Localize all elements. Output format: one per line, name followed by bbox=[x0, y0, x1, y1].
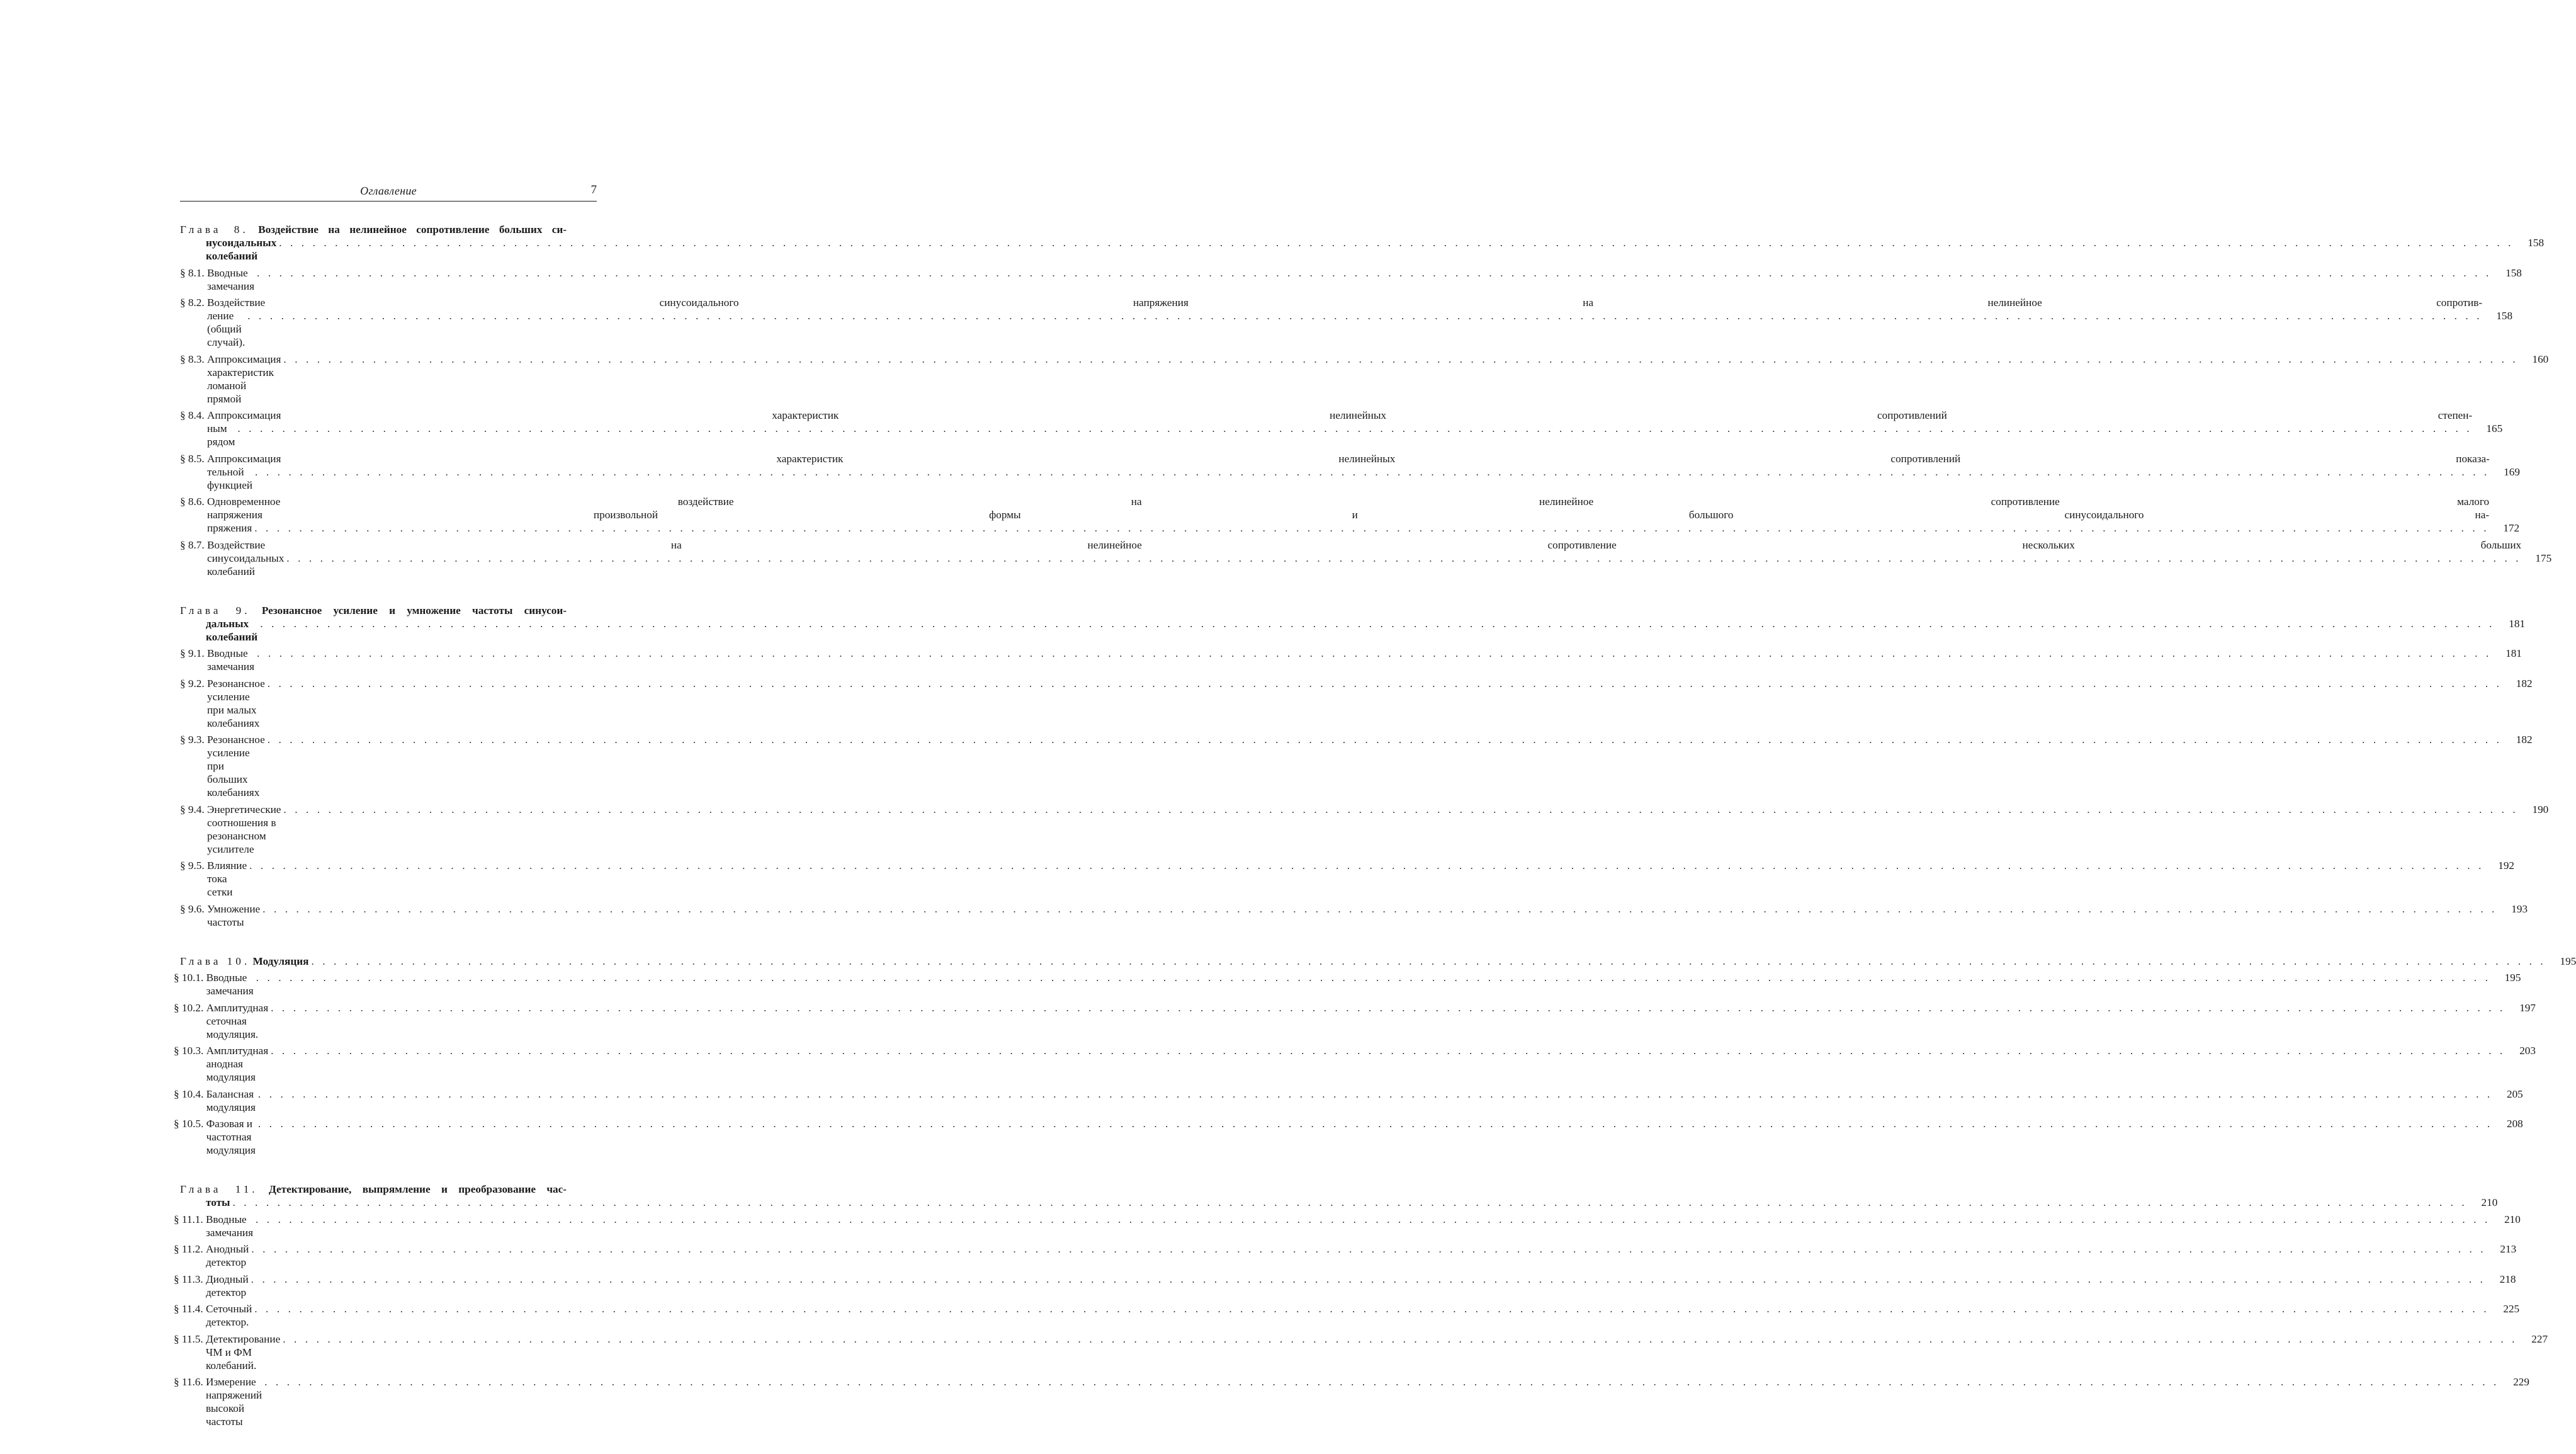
section-page: 213 bbox=[2500, 1243, 2517, 1255]
section-body bbox=[207, 803, 2548, 856]
section-number: § 9.1. bbox=[180, 647, 205, 659]
section-page: 192 bbox=[2498, 860, 2514, 872]
section-title: Умножение частоты bbox=[206, 902, 261, 928]
section-number: § 11.3. bbox=[174, 1273, 203, 1285]
section-body bbox=[207, 677, 2533, 730]
chapter-block bbox=[174, 955, 2576, 1157]
chapter-page: 195 bbox=[2560, 955, 2576, 967]
dot-leader: . . . . . . . . . . . . . . . . . . . . . . . . . . . . . . . . . . . . . . . . . . . . . . . . . . . . . . . . . . . . . . . . . . . . . . . . . . . . . . . . . . . . . . . . . . . . . . . . . . . . . . . . . . . . . . . . . . . . . . . . . . . . . . . . . . . . . . . . . . . . . . . . . . . . . . . . . . . . . . . . . . . . . . . . . . . . . . . . . . . . . . . . . . . . . . . . . . . . . . . . bbox=[251, 1243, 2487, 1255]
section-page: 208 bbox=[2506, 1118, 2523, 1130]
toc-entry[interactable] bbox=[174, 1001, 2536, 1041]
dot-leader: . . . . . . . . . . . . . . . . . . . . . . . . . . . . . . . . . . . . . . . . . . . . . . . . . . . . . . . . . . . . . . . . . . . . . . . . . . . . . . . . . . . . . . . . . . . . . . . . . . . . . . . . . . . . . . . . . . . . . . . . . . . . . . . . . . . . . . . . . . . . . . . . . . . . . . . . . . . . . . . . . . . . . . . . . . . . . . . . . . . . . . . . . . . . . . . . . . . . . . . . bbox=[283, 803, 2519, 815]
chapter-title-cont[interactable] bbox=[180, 236, 2545, 263]
section-title: Измерение напряжений высокой частоты bbox=[205, 1376, 263, 1428]
chapter-page: 158 bbox=[2528, 237, 2545, 249]
section-page: 182 bbox=[2516, 677, 2533, 690]
section-body bbox=[206, 1332, 2548, 1372]
chapter-page: 181 bbox=[2509, 617, 2526, 630]
chapter-label: Глава 10. bbox=[180, 955, 251, 967]
chapter-heading[interactable] bbox=[180, 604, 597, 617]
section-page: 193 bbox=[2511, 902, 2528, 915]
section-title-last bbox=[206, 1332, 2548, 1372]
section-number: § 11.1. bbox=[174, 1213, 203, 1225]
dot-leader: . . . . . . . . . . . . . . . . . . . . . . . . . . . . . . . . . . . . . . . . . . . . . . . . . . . . . . . . . . . . . . . . . . . . . . . . . . . . . . . . . . . . . . . . . . . . . . . . . . . . . . . . . . . . . . . . . . . . . . . . . . . . . . . . . . . . . . . . . . . . . . . . . . . . . . . . . . . . . . . . . . . . . . . . . . . . . . . . . . . . . . . . . . . . . . . . . . . . . . . . bbox=[255, 465, 2490, 478]
chapter-block bbox=[180, 223, 2552, 578]
dot-leader: . . . . . . . . . . . . . . . . . . . . . . . . . . . . . . . . . . . . . . . . . . . . . . . . . . . . . . . . . . . . . . . . . . . . . . . . . . . . . . . . . . . . . . . . . . . . . . . . . . . . . . . . . . . . . . . . . . . . . . . . . . . . . . . . . . . . . . . . . . . . . . . . . . . . . . . . . . . . . . . . . . . . . . . . . . . . . . . . . . . . . . . . . . . . . . . . . . . . . . . . bbox=[257, 1118, 2493, 1130]
table-of-contents bbox=[174, 223, 2576, 1454]
section-body bbox=[206, 1273, 2516, 1299]
chapter-title: Резонансное усиление и умножение частоты синусои- bbox=[261, 604, 567, 616]
chapter-page: 210 bbox=[2481, 1196, 2498, 1208]
section-number: § 8.5. bbox=[180, 452, 205, 465]
dot-leader: . . . . . . . . . . . . . . . . . . . . . . . . . . . . . . . . . . . . . . . . . . . . . . . . . . . . . . . . . . . . . . . . . . . . . . . . . . . . . . . . . . . . . . . . . . . . . . . . . . . . . . . . . . . . . . . . . . . . . . . . . . . . . . . . . . . . . . . . . . . . . . . . . . . . . . . . . . . . . . . . . . . . . . . . . . . . . . . . . . . . . . . . . . . . . . . . . . . . . . . . bbox=[311, 955, 2546, 967]
section-title: Детектирование ЧМ и ФМ колебаний. bbox=[205, 1332, 281, 1372]
section-body bbox=[207, 409, 2502, 448]
section-number: § 9.3. bbox=[180, 734, 205, 746]
toc-entry[interactable] bbox=[180, 677, 2533, 730]
section-page: 227 bbox=[2531, 1332, 2548, 1345]
chapter-heading[interactable] bbox=[180, 1183, 597, 1196]
section-title-last bbox=[207, 266, 2522, 293]
section-title: Энергетические соотношения в резонансном усилителе bbox=[206, 803, 281, 855]
section-body bbox=[206, 1088, 2523, 1114]
section-page: 181 bbox=[2505, 647, 2522, 659]
section-page: 175 bbox=[2535, 552, 2552, 564]
dot-leader: . . . . . . . . . . . . . . . . . . . . . . . . . . . . . . . . . . . . . . . . . . . . . . . . . . . . . . . . . . . . . . . . . . . . . . . . . . . . . . . . . . . . . . . . . . . . . . . . . . . . . . . . . . . . . . . . . . . . . . . . . . . . . . . . . . . . . . . . . . . . . . . . . . . . . . . . . . . . . . . . . . . . . . . . . . . . . . . . . . . . . . . . . . . . . . . . . . . . . . . . bbox=[251, 1273, 2486, 1285]
section-title-line: Аппроксимация характеристик нелинейных сопротивлений степен- bbox=[206, 409, 2473, 421]
section-number: § 9.5. bbox=[180, 860, 205, 872]
chapter-title-cont[interactable] bbox=[180, 617, 2526, 644]
toc-entry[interactable] bbox=[180, 733, 2533, 799]
section-page: 197 bbox=[2519, 1001, 2536, 1014]
toc-entry[interactable] bbox=[180, 647, 2522, 673]
chapter-title: Модуляция bbox=[252, 955, 309, 967]
section-number: § 8.2. bbox=[180, 297, 205, 309]
section-body bbox=[207, 296, 2512, 349]
section-title-last bbox=[206, 1375, 2529, 1428]
section-page: 205 bbox=[2506, 1088, 2523, 1100]
section-title-last bbox=[206, 1273, 2516, 1299]
section-title-last bbox=[207, 309, 2512, 349]
section-number: § 11.6. bbox=[174, 1376, 203, 1388]
chapter-title-line2: тоты bbox=[206, 1196, 230, 1208]
section-title: Вводные замечания bbox=[206, 647, 255, 673]
toc-entry[interactable] bbox=[174, 1242, 2517, 1269]
section-title-line: Аппроксимация характеристик нелинейных сопротивлений показа- bbox=[206, 452, 2490, 465]
dot-leader: . . . . . . . . . . . . . . . . . . . . . . . . . . . . . . . . . . . . . . . . . . . . . . . . . . . . . . . . . . . . . . . . . . . . . . . . . . . . . . . . . . . . . . . . . . . . . . . . . . . . . . . . . . . . . . . . . . . . . . . . . . . . . . . . . . . . . . . . . . . . . . . . . . . . . . . . . . . . . . . . . . . . . . . . . . . . . . . . . . . . . . . . . . . . . . . . . . . . . . . . bbox=[257, 647, 2492, 659]
section-title: Резонансное усиление при малых колебаниях bbox=[206, 677, 265, 729]
toc-entry[interactable] bbox=[180, 902, 2528, 929]
dot-leader: . . . . . . . . . . . . . . . . . . . . . . . . . . . . . . . . . . . . . . . . . . . . . . . . . . . . . . . . . . . . . . . . . . . . . . . . . . . . . . . . . . . . . . . . . . . . . . . . . . . . . . . . . . . . . . . . . . . . . . . . . . . . . . . . . . . . . . . . . . . . . . . . . . . . . . . . . . . . . . . . . . . . . . . . . . . . . . . . . . . . . . . . . . . . . . . . . . . . . . . . bbox=[283, 353, 2519, 365]
section-title-line: Воздействие синусоидального напряжения на нелинейное сопротив- bbox=[206, 297, 2483, 309]
section-body bbox=[206, 1242, 2516, 1269]
section-title: Вводные замечания bbox=[206, 972, 254, 997]
section-title: тельной функцией bbox=[206, 465, 253, 491]
section-title: синусоидальных колебаний bbox=[206, 552, 285, 577]
section-number: § 10.1. bbox=[174, 972, 204, 984]
toc-entry[interactable] bbox=[180, 859, 2514, 899]
section-title-last bbox=[207, 353, 2548, 406]
section-title: Анодный детектор bbox=[205, 1243, 249, 1268]
chapter-title-line2: нусоидальных колебаний bbox=[206, 237, 277, 262]
section-page: 165 bbox=[2486, 423, 2503, 434]
toc-entry[interactable] bbox=[180, 296, 2513, 349]
section-title: Фазовая и частотная модуляция bbox=[206, 1118, 256, 1156]
section-body bbox=[206, 1117, 2523, 1157]
section-title: Балансная модуляция bbox=[206, 1088, 256, 1113]
section-title: Аппроксимация характеристик ломаной прямой bbox=[206, 353, 281, 405]
dot-leader: . . . . . . . . . . . . . . . . . . . . . . . . . . . . . . . . . . . . . . . . . . . . . . . . . . . . . . . . . . . . . . . . . . . . . . . . . . . . . . . . . . . . . . . . . . . . . . . . . . . . . . . . . . . . . . . . . . . . . . . . . . . . . . . . . . . . . . . . . . . . . . . . . . . . . . . . . . . . . . . . . . . . . . . . . . . . . . . . . . . . . . . . . . . . . . . . . . . . . . . . bbox=[247, 310, 2483, 322]
chapter-heading[interactable] bbox=[180, 223, 597, 236]
section-number: § 11.4. bbox=[174, 1303, 203, 1315]
section-number: § 8.4. bbox=[180, 409, 205, 421]
section-number: § 10.3. bbox=[174, 1045, 204, 1057]
chapter-title: Детектирование, выпрямление и преобразование час- bbox=[269, 1183, 567, 1195]
section-title: ление (общий случай). bbox=[206, 310, 246, 348]
chapter-title-line2: дальных колебаний bbox=[206, 617, 258, 643]
section-title-last bbox=[206, 1088, 2523, 1114]
toc-entry[interactable] bbox=[180, 803, 2549, 856]
section-title-last bbox=[207, 552, 2551, 578]
section-title-last bbox=[207, 803, 2548, 856]
section-title-last bbox=[207, 859, 2514, 899]
chapter-block bbox=[180, 604, 2549, 929]
section-title: Амплитудная сеточная модуляция. bbox=[206, 1001, 269, 1040]
toc-entry[interactable] bbox=[174, 1273, 2516, 1299]
section-number: § 9.2. bbox=[180, 677, 205, 690]
section-body bbox=[206, 1375, 2529, 1428]
toc-entry[interactable] bbox=[174, 1375, 2529, 1428]
toc-entry[interactable] bbox=[180, 452, 2520, 492]
toc-entry[interactable] bbox=[174, 1302, 2520, 1329]
section-title-last bbox=[207, 465, 2520, 492]
dot-leader: . . . . . . . . . . . . . . . . . . . . . . . . . . . . . . . . . . . . . . . . . . . . . . . . . . . . . . . . . . . . . . . . . . . . . . . . . . . . . . . . . . . . . . . . . . . . . . . . . . . . . . . . . . . . . . . . . . . . . . . . . . . . . . . . . . . . . . . . . . . . . . . . . . . . . . . . . . . . . . . . . . . . . . . . . . . . . . . . . . . . . . . . . . . . . . . . . . . . . . . . bbox=[249, 860, 2484, 872]
running-title: Оглавление bbox=[360, 185, 417, 197]
section-title: Сеточный детектор. bbox=[205, 1303, 252, 1328]
section-title-last bbox=[207, 647, 2522, 673]
section-title-last bbox=[207, 733, 2533, 799]
section-title: Вводные замечания bbox=[206, 266, 255, 292]
dot-leader: . . . . . . . . . . . . . . . . . . . . . . . . . . . . . . . . . . . . . . . . . . . . . . . . . . . . . . . . . . . . . . . . . . . . . . . . . . . . . . . . . . . . . . . . . . . . . . . . . . . . . . . . . . . . . . . . . . . . . . . . . . . . . . . . . . . . . . . . . . . . . . . . . . . . . . . . . . . . . . . . . . . . . . . . . . . . . . . . . . . . . . . . . . . . . . . . . . . . . . . . bbox=[267, 677, 2502, 690]
section-title: Резонансное усиление при больших колебаниях bbox=[206, 734, 265, 798]
dot-leader: . . . . . . . . . . . . . . . . . . . . . . . . . . . . . . . . . . . . . . . . . . . . . . . . . . . . . . . . . . . . . . . . . . . . . . . . . . . . . . . . . . . . . . . . . . . . . . . . . . . . . . . . . . . . . . . . . . . . . . . . . . . . . . . . . . . . . . . . . . . . . . . . . . . . . . . . . . . . . . . . . . . . . . . . . . . . . . . . . . . . . . . . . . . . . . . . . . . . . . . . bbox=[283, 1332, 2518, 1345]
dot-leader: . . . . . . . . . . . . . . . . . . . . . . . . . . . . . . . . . . . . . . . . . . . . . . . . . . . . . . . . . . . . . . . . . . . . . . . . . . . . . . . . . . . . . . . . . . . . . . . . . . . . . . . . . . . . . . . . . . . . . . . . . . . . . . . . . . . . . . . . . . . . . . . . . . . . . . . . . . . . . . . . . . . . . . . . . . . . . . . . . . . . . . . . . . . . . . . . . . . . . . . . bbox=[254, 1303, 2490, 1315]
dot-leader: . . . . . . . . . . . . . . . . . . . . . . . . . . . . . . . . . . . . . . . . . . . . . . . . . . . . . . . . . . . . . . . . . . . . . . . . . . . . . . . . . . . . . . . . . . . . . . . . . . . . . . . . . . . . . . . . . . . . . . . . . . . . . . . . . . . . . . . . . . . . . . . . . . . . . . . . . . . . . . . . . . . . . . . . . . . . . . . . . . . . . . . . . . . . . . . . . . . . . . . . bbox=[271, 1001, 2505, 1014]
dot-leader: . . . . . . . . . . . . . . . . . . . . . . . . . . . . . . . . . . . . . . . . . . . . . . . . . . . . . . . . . . . . . . . . . . . . . . . . . . . . . . . . . . . . . . . . . . . . . . . . . . . . . . . . . . . . . . . . . . . . . . . . . . . . . . . . . . . . . . . . . . . . . . . . . . . . . . . . . . . . . . . . . . . . . . . . . . . . . . . . . . . . . . . . . . . . . . . . . . . . . . . . bbox=[286, 552, 2522, 564]
section-body bbox=[207, 452, 2520, 492]
section-number: § 8.6. bbox=[180, 496, 205, 508]
dot-leader: . . . . . . . . . . . . . . . . . . . . . . . . . . . . . . . . . . . . . . . . . . . . . . . . . . . . . . . . . . . . . . . . . . . . . . . . . . . . . . . . . . . . . . . . . . . . . . . . . . . . . . . . . . . . . . . . . . . . . . . . . . . . . . . . . . . . . . . . . . . . . . . . . . . . . . . . . . . . . . . . . . . . . . . . . . . . . . . . . . . . . . . . . . . . . . . . . . . . . . . . bbox=[257, 1088, 2493, 1100]
chapter-label: Глава 8. bbox=[180, 224, 249, 236]
section-title-last bbox=[207, 902, 2528, 929]
section-title-last bbox=[207, 677, 2533, 730]
section-page: 229 bbox=[2513, 1376, 2529, 1388]
section-body bbox=[206, 971, 2521, 997]
section-body bbox=[207, 266, 2522, 293]
section-page: 195 bbox=[2504, 972, 2521, 984]
chapter-heading[interactable] bbox=[180, 955, 2576, 968]
section-title-last bbox=[206, 1213, 2521, 1239]
dot-leader: . . . . . . . . . . . . . . . . . . . . . . . . . . . . . . . . . . . . . . . . . . . . . . . . . . . . . . . . . . . . . . . . . . . . . . . . . . . . . . . . . . . . . . . . . . . . . . . . . . . . . . . . . . . . . . . . . . . . . . . . . . . . . . . . . . . . . . . . . . . . . . . . . . . . . . . . . . . . . . . . . . . . . . . . . . . . . . . . . . . . . . . . . . . . . . . . . . . . . . . . bbox=[254, 522, 2490, 534]
dot-leader: . . . . . . . . . . . . . . . . . . . . . . . . . . . . . . . . . . . . . . . . . . . . . . . . . . . . . . . . . . . . . . . . . . . . . . . . . . . . . . . . . . . . . . . . . . . . . . . . . . . . . . . . . . . . . . . . . . . . . . . . . . . . . . . . . . . . . . . . . . . . . . . . . . . . . . . . . . . . . . . . . . . . . . . . . . . . . . . . . . . . . . . . . . . . . . . . . . . . . . . . bbox=[279, 237, 2514, 249]
section-title: ным рядом bbox=[206, 423, 235, 448]
dot-leader: . . . . . . . . . . . . . . . . . . . . . . . . . . . . . . . . . . . . . . . . . . . . . . . . . . . . . . . . . . . . . . . . . . . . . . . . . . . . . . . . . . . . . . . . . . . . . . . . . . . . . . . . . . . . . . . . . . . . . . . . . . . . . . . . . . . . . . . . . . . . . . . . . . . . . . . . . . . . . . . . . . . . . . . . . . . . . . . . . . . . . . . . . . . . . . . . . . . . . . . . bbox=[263, 902, 2498, 915]
dot-leader: . . . . . . . . . . . . . . . . . . . . . . . . . . . . . . . . . . . . . . . . . . . . . . . . . . . . . . . . . . . . . . . . . . . . . . . . . . . . . . . . . . . . . . . . . . . . . . . . . . . . . . . . . . . . . . . . . . . . . . . . . . . . . . . . . . . . . . . . . . . . . . . . . . . . . . . . . . . . . . . . . . . . . . . . . . . . . . . . . . . . . . . . . . . . . . . . . . . . . . . . bbox=[237, 423, 2473, 434]
section-page: 182 bbox=[2516, 734, 2533, 746]
section-body bbox=[207, 538, 2551, 578]
section-title-last bbox=[206, 1044, 2536, 1084]
section-title: Влияние тока сетки bbox=[206, 860, 247, 898]
section-title: Вводные замечания bbox=[205, 1213, 254, 1239]
section-title-last bbox=[206, 1001, 2536, 1041]
chapter-title: Воздействие на нелинейное сопротивление больших си- bbox=[258, 224, 567, 236]
section-body bbox=[206, 1044, 2536, 1084]
section-number: § 9.4. bbox=[180, 803, 205, 815]
toc-entry[interactable] bbox=[174, 1213, 2521, 1239]
section-page: 225 bbox=[2503, 1303, 2520, 1315]
section-body bbox=[206, 1001, 2536, 1041]
dot-leader: . . . . . . . . . . . . . . . . . . . . . . . . . . . . . . . . . . . . . . . . . . . . . . . . . . . . . . . . . . . . . . . . . . . . . . . . . . . . . . . . . . . . . . . . . . . . . . . . . . . . . . . . . . . . . . . . . . . . . . . . . . . . . . . . . . . . . . . . . . . . . . . . . . . . . . . . . . . . . . . . . . . . . . . . . . . . . . . . . . . . . . . . . . . . . . . . . . . . . . . . bbox=[257, 266, 2492, 279]
section-title-last bbox=[206, 1302, 2519, 1329]
section-number: § 10.4. bbox=[174, 1088, 204, 1100]
section-number: § 8.1. bbox=[180, 266, 205, 279]
dot-leader: . . . . . . . . . . . . . . . . . . . . . . . . . . . . . . . . . . . . . . . . . . . . . . . . . . . . . . . . . . . . . . . . . . . . . . . . . . . . . . . . . . . . . . . . . . . . . . . . . . . . . . . . . . . . . . . . . . . . . . . . . . . . . . . . . . . . . . . . . . . . . . . . . . . . . . . . . . . . . . . . . . . . . . . . . . . . . . . . . . . . . . . . . . . . . . . . . . . . . . . . bbox=[232, 1196, 2468, 1208]
dot-leader: . . . . . . . . . . . . . . . . . . . . . . . . . . . . . . . . . . . . . . . . . . . . . . . . . . . . . . . . . . . . . . . . . . . . . . . . . . . . . . . . . . . . . . . . . . . . . . . . . . . . . . . . . . . . . . . . . . . . . . . . . . . . . . . . . . . . . . . . . . . . . . . . . . . . . . . . . . . . . . . . . . . . . . . . . . . . . . . . . . . . . . . . . . . . . . . . . . . . . . . . bbox=[271, 1045, 2505, 1057]
running-header bbox=[180, 183, 597, 202]
section-number: § 10.2. bbox=[174, 1001, 204, 1014]
page-number: 7 bbox=[590, 183, 597, 196]
toc-entry[interactable] bbox=[174, 1117, 2523, 1157]
section-title-line: Воздействие на нелинейное сопротивление нескольких больших bbox=[206, 538, 2522, 551]
section-page: 218 bbox=[2499, 1273, 2516, 1285]
section-body bbox=[206, 1302, 2519, 1329]
toc-entry[interactable] bbox=[180, 538, 2552, 578]
chapter-title-cont[interactable] bbox=[180, 1196, 2498, 1209]
section-page: 158 bbox=[2505, 266, 2522, 279]
section-number: § 10.5. bbox=[174, 1118, 204, 1130]
section-page: 158 bbox=[2496, 310, 2513, 322]
section-body bbox=[207, 647, 2522, 673]
dot-leader: . . . . . . . . . . . . . . . . . . . . . . . . . . . . . . . . . . . . . . . . . . . . . . . . . . . . . . . . . . . . . . . . . . . . . . . . . . . . . . . . . . . . . . . . . . . . . . . . . . . . . . . . . . . . . . . . . . . . . . . . . . . . . . . . . . . . . . . . . . . . . . . . . . . . . . . . . . . . . . . . . . . . . . . . . . . . . . . . . . . . . . . . . . . . . . . . . . . . . . . . bbox=[256, 1213, 2490, 1225]
section-body bbox=[207, 859, 2514, 899]
dot-leader: . . . . . . . . . . . . . . . . . . . . . . . . . . . . . . . . . . . . . . . . . . . . . . . . . . . . . . . . . . . . . . . . . . . . . . . . . . . . . . . . . . . . . . . . . . . . . . . . . . . . . . . . . . . . . . . . . . . . . . . . . . . . . . . . . . . . . . . . . . . . . . . . . . . . . . . . . . . . . . . . . . . . . . . . . . . . . . . . . . . . . . . . . . . . . . . . . . . . . . . . bbox=[267, 734, 2502, 746]
section-number: § 11.2. bbox=[174, 1243, 203, 1255]
section-number: § 11.5. bbox=[174, 1332, 203, 1345]
section-page: 169 bbox=[2504, 465, 2520, 478]
toc-entry[interactable] bbox=[180, 495, 2520, 535]
section-title-last bbox=[206, 971, 2521, 997]
toc-entry[interactable] bbox=[180, 409, 2503, 448]
section-title-last bbox=[207, 521, 2519, 535]
dot-leader: . . . . . . . . . . . . . . . . . . . . . . . . . . . . . . . . . . . . . . . . . . . . . . . . . . . . . . . . . . . . . . . . . . . . . . . . . . . . . . . . . . . . . . . . . . . . . . . . . . . . . . . . . . . . . . . . . . . . . . . . . . . . . . . . . . . . . . . . . . . . . . . . . . . . . . . . . . . . . . . . . . . . . . . . . . . . . . . . . . . . . . . . . . . . . . . . . . . . . . . . bbox=[264, 1376, 2499, 1388]
section-number: § 9.6. bbox=[180, 902, 205, 915]
chapter-label: Глава 11. bbox=[180, 1183, 258, 1195]
dot-leader: . . . . . . . . . . . . . . . . . . . . . . . . . . . . . . . . . . . . . . . . . . . . . . . . . . . . . . . . . . . . . . . . . . . . . . . . . . . . . . . . . . . . . . . . . . . . . . . . . . . . . . . . . . . . . . . . . . . . . . . . . . . . . . . . . . . . . . . . . . . . . . . . . . . . . . . . . . . . . . . . . . . . . . . . . . . . . . . . . . . . . . . . . . . . . . . . . . . . . . . . bbox=[260, 617, 2495, 630]
section-title: Амплитудная анодная модуляция bbox=[206, 1045, 269, 1083]
section-title: Диодный детектор bbox=[205, 1273, 249, 1298]
section-title-line: Одновременное воздействие на нелинейное сопротивление малого bbox=[206, 496, 2490, 508]
section-body bbox=[207, 495, 2519, 535]
section-page: 172 bbox=[2503, 522, 2520, 534]
section-title: пряжения bbox=[206, 522, 252, 534]
section-page: 203 bbox=[2519, 1045, 2536, 1057]
toc-entry[interactable] bbox=[174, 1044, 2536, 1084]
toc-entry[interactable] bbox=[180, 266, 2522, 293]
section-page: 210 bbox=[2504, 1213, 2521, 1225]
toc-entry[interactable] bbox=[174, 1088, 2523, 1114]
section-body bbox=[206, 1213, 2521, 1239]
chapter-label: Глава 9. bbox=[180, 604, 251, 616]
section-title-line: напряжения произвольной формы и большого синусоидального на- bbox=[206, 509, 2490, 521]
section-title-last bbox=[206, 1117, 2523, 1157]
section-body bbox=[207, 733, 2533, 799]
toc-entry[interactable] bbox=[174, 1332, 2548, 1372]
chapter-block bbox=[174, 1183, 2548, 1428]
section-page: 160 bbox=[2532, 353, 2549, 365]
section-page: 190 bbox=[2532, 803, 2549, 815]
section-body bbox=[207, 353, 2548, 406]
section-body bbox=[207, 902, 2528, 929]
section-number: § 8.3. bbox=[180, 353, 205, 365]
section-title-last bbox=[207, 422, 2502, 448]
toc-entry[interactable] bbox=[174, 971, 2521, 997]
toc-entry[interactable] bbox=[180, 353, 2549, 406]
section-title-last bbox=[206, 1242, 2516, 1269]
dot-leader: . . . . . . . . . . . . . . . . . . . . . . . . . . . . . . . . . . . . . . . . . . . . . . . . . . . . . . . . . . . . . . . . . . . . . . . . . . . . . . . . . . . . . . . . . . . . . . . . . . . . . . . . . . . . . . . . . . . . . . . . . . . . . . . . . . . . . . . . . . . . . . . . . . . . . . . . . . . . . . . . . . . . . . . . . . . . . . . . . . . . . . . . . . . . . . . . . . . . . . . . bbox=[256, 972, 2491, 984]
section-number: § 8.7. bbox=[180, 538, 205, 551]
